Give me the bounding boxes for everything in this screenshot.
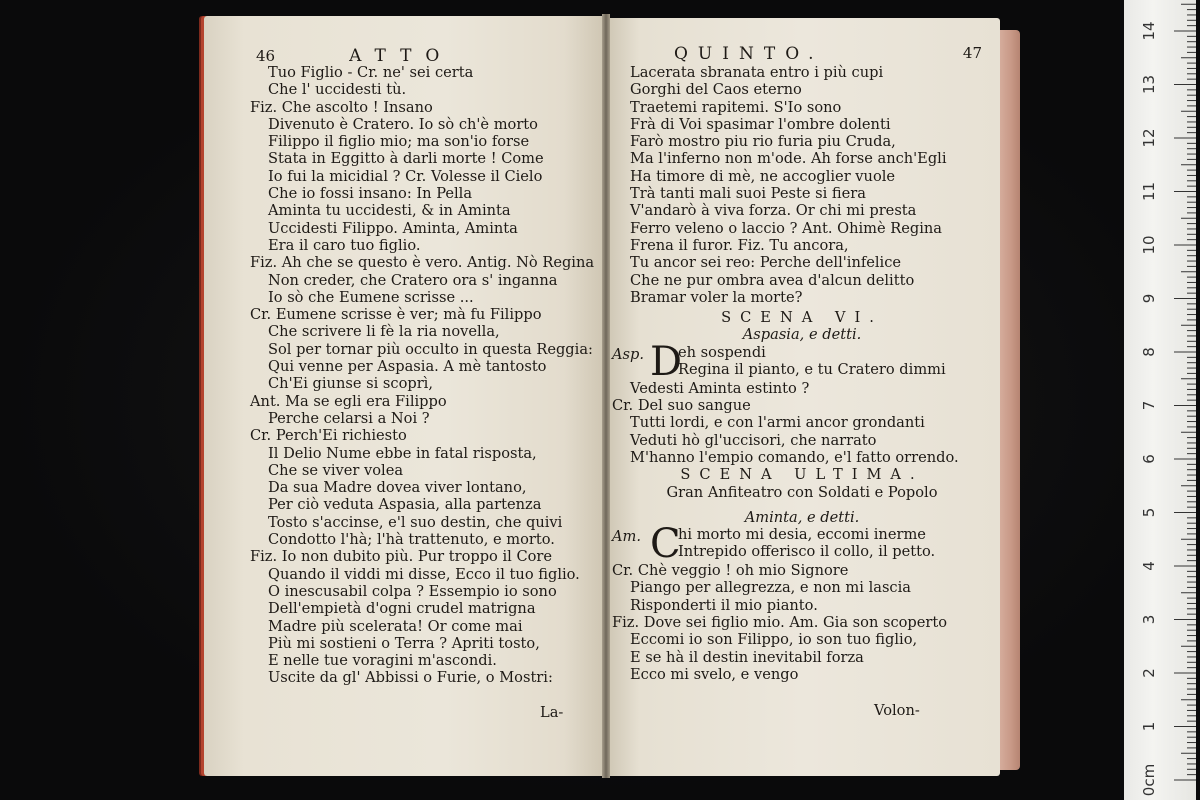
final-scene-lines (612, 562, 992, 683)
right-head-text: QUINTO. (674, 44, 824, 64)
right-text-line: Che ne pur ombra avea d'alcun delitto (630, 271, 915, 289)
final-scene-line: Risponderti il mio pianto. (630, 596, 818, 614)
right-catchword: Volon- (874, 702, 920, 719)
final-scene-persons: Aminta, e detti. (744, 508, 860, 526)
ruler-label: 7 (1140, 400, 1158, 411)
ruler-label: 13 (1140, 74, 1158, 95)
ruler-ticks (1124, 0, 1196, 800)
right-text-line: Gorghi del Caos eterno (630, 81, 802, 99)
left-text-line: Quando il viddi mi disse, Ecco il tuo figlio. (268, 565, 580, 583)
left-text-line: Stata in Eggitto à darli morte ! Come (268, 150, 544, 168)
scene-six-opening (612, 338, 992, 385)
final-scene-line: Cr. Chè veggio ! oh mio Signore (612, 562, 849, 580)
final-scene-setting: Gran Anfiteatro con Soldati e Popolo (666, 483, 938, 501)
left-text-line: Cr. Perch'Ei richiesto (250, 427, 407, 445)
right-text-line: Tu ancor sei reo: Perche dell'infelice (630, 254, 902, 272)
right-page-number: 47 (962, 44, 982, 62)
right-page-lines (612, 64, 992, 306)
final-scene-line: E se hà il destin inevitabil forza (630, 648, 864, 666)
scene-six-line: Cr. Del suo sangue (612, 397, 751, 415)
right-text-line: Frena il furor. Fiz. Tu ancora, (630, 236, 849, 254)
left-text-line: Da sua Madre dovea viver lontano, (268, 479, 527, 497)
left-text-line: Perche celarsi a Noi ? (268, 409, 430, 427)
left-running-head (256, 46, 596, 66)
left-text-line: Madre più scelerata! Or come mai (268, 617, 523, 635)
final-scene-line: Piango per allegrezza, e non mi lascia (630, 579, 911, 597)
left-text-line: Cr. Eumene scrisse è ver; mà fu Filippo (250, 306, 542, 324)
left-text-line: Qui venne per Aspasia. A mè tantosto (268, 358, 547, 376)
right-text-line: Bramar voler la morte? (630, 288, 803, 306)
right-text-line: Frà di Voi spasimar l'ombre dolenti (630, 115, 891, 133)
ruler-label: 6 (1140, 454, 1158, 464)
left-text-line: Io sò che Eumene scrisse ... (268, 288, 474, 306)
scene-six-line-2: Regina il pianto, e tu Cratero dimmi (678, 360, 946, 378)
scene-six-line: M'hanno l'empio comando, e'l fatto orrendo. (630, 448, 959, 466)
scene-six-line: Tutti lordi, e con l'armi ancor grondanti (630, 414, 925, 432)
left-text-line: Che se viver volea (268, 461, 404, 479)
right-text-line: Traetemi rapitemi. S'Io sono (630, 98, 842, 116)
left-text-line: Aminta tu uccidesti, & in Aminta (268, 202, 511, 220)
right-running-head (674, 44, 1000, 64)
left-page-number: 46 (256, 47, 276, 65)
left-text-line: Per ciò veduta Aspasia, alla partenza (268, 496, 542, 514)
left-text-line: Il Delio Nume ebbe in fatal risposta, (268, 444, 537, 462)
left-text-line: Era il caro tuo figlio. (268, 236, 421, 254)
ruler-label: 5 (1140, 507, 1158, 518)
ruler-label: 3 (1140, 614, 1158, 625)
ruler-label: 2 (1140, 668, 1158, 678)
left-catchword: La- (540, 704, 564, 721)
final-scene-line-1: hi morto mi desia, eccomi inerme (678, 526, 926, 544)
left-text-line: Che io fossi insano: In Pella (268, 185, 473, 203)
left-text-line: Tuo Figlio - Cr. ne' sei certa (268, 64, 474, 81)
final-scene-opening (612, 521, 992, 568)
scene-six-dropcap: D (650, 338, 683, 385)
scene-six-speaker: Asp. (612, 345, 645, 363)
left-text-line: Non creder, che Cratero ora s' inganna (268, 271, 558, 289)
ruler-label: 14 (1140, 21, 1158, 41)
left-text-line: Ant. Ma se egli era Filippo (250, 392, 447, 410)
left-text-line: Ch'Ei giunse si scoprì, (268, 375, 433, 393)
right-text-line: Lacerata sbranata entro i più cupi (630, 64, 884, 81)
right-text-line: Ha timore di mè, ne accoglier vuole (630, 167, 896, 185)
right-text-line: V'andarò à viva forza. Or chi mi presta (630, 202, 917, 220)
scene-six-line-1: eh sospendi (678, 343, 766, 361)
scene-six-line: Vedesti Aminta estinto ? (630, 379, 810, 397)
left-text-line: Fiz. Che ascolto ! Insano (250, 98, 433, 116)
left-text-line: Filippo il figlio mio; ma son'io forse (268, 133, 530, 151)
scene-six-lines (612, 380, 992, 466)
left-text-line: Che l' uccidesti tù. (268, 81, 407, 99)
left-text-line: Dell'empietà d'ogni crudel matrigna (268, 600, 536, 618)
ruler-label: 9 (1140, 293, 1158, 304)
left-head-text: ATTO (349, 46, 454, 66)
ruler-label: 4 (1140, 561, 1158, 571)
left-text-line: E nelle tue voragini m'ascondi. (268, 652, 497, 670)
left-text-line: Divenuto è Cratero. Io sò ch'è morto (268, 115, 538, 133)
final-scene-line: Eccomi io son Filippo, io son tuo figlio, (630, 631, 918, 649)
left-text-line: Che scrivere li fè la ria novella, (268, 323, 500, 341)
final-scene-title: SCENA ULTIMA. (680, 466, 924, 484)
book-gutter (602, 14, 610, 778)
left-text-line: Sol per tornar più occulto in questa Reggia: (268, 340, 593, 358)
left-text-line: Tosto s'accinse, e'l suo destin, che quivi (268, 513, 563, 531)
ruler-label: 10 (1140, 235, 1158, 255)
left-text-line: O inescusabil colpa ? Essempio io sono (268, 582, 557, 600)
left-text-line: Uscite da gl' Abbissi o Furie, o Mostri: (268, 669, 553, 687)
final-scene-dropcap: C (650, 521, 681, 568)
right-page-text (612, 64, 992, 683)
ruler-label: 8 (1140, 347, 1158, 357)
right-text-line: Farò mostro piu rio furia piu Cruda, (630, 133, 896, 151)
scene-six-title: SCENA VI. (721, 309, 883, 327)
right-text-line: Trà tanti mali suoi Peste si fiera (630, 185, 866, 203)
ruler-label: 0cm (1140, 763, 1158, 797)
final-scene-speaker: Am. (612, 528, 642, 546)
scale-ruler (1124, 0, 1196, 800)
scene-six-persons: Aspasia, e detti. (742, 326, 862, 344)
left-page-text (250, 64, 600, 687)
right-text-line: Ferro veleno o laccio ? Ant. Ohimè Regina (630, 219, 943, 237)
left-text-line: Condotto l'hà; l'hà trattenuto, e morto. (268, 531, 555, 549)
final-scene-line: Ecco mi svelo, e vengo (630, 665, 799, 683)
right-text-line: Ma l'inferno non m'ode. Ah forse anch'Egli (630, 150, 947, 168)
left-text-line: Uccidesti Filippo. Aminta, Aminta (268, 219, 518, 237)
final-scene-line: Fiz. Dove sei figlio mio. Am. Gia son scoperto (612, 614, 948, 632)
ruler-label: 12 (1140, 128, 1158, 148)
left-text-line: Più mi sostieni o Terra ? Apriti tosto, (268, 634, 540, 652)
final-scene-line-2: Intrepido offerisco il collo, il petto. (678, 543, 936, 561)
left-text-line: Fiz. Io non dubito più. Pur troppo il Core (250, 548, 553, 566)
scene-six-line: Veduti hò gl'uccisori, che narrato (630, 431, 877, 449)
ruler-label: 1 (1140, 721, 1158, 732)
ruler-label: 11 (1140, 181, 1158, 202)
left-text-line: Io fui la micidial ? Cr. Volesse il Cielo (268, 167, 543, 185)
open-book (198, 14, 1028, 780)
left-text-line: Fiz. Ah che se questo è vero. Antig. Nò Regina (250, 254, 595, 272)
